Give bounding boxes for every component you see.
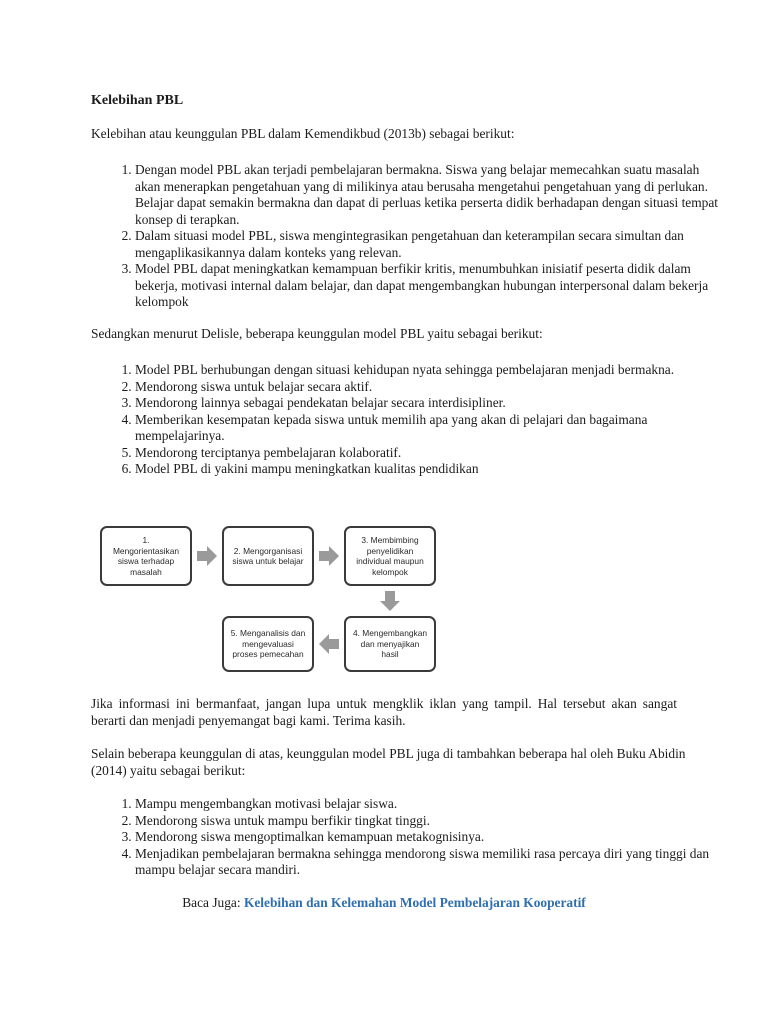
list-item: 6. Model PBL di yakini mampu meningkatkan kualitas pendidikan <box>135 461 725 478</box>
flow-step-5: 5. Menganalisis dan mengevaluasi proses pemecahan <box>222 616 314 672</box>
arrow-left-icon <box>318 633 340 655</box>
intro-paragraph-1: Kelebihan atau keunggulan PBL dalam Kemendikbud (2013b) sebagai berikut: <box>91 126 515 141</box>
flow-step-3: 3. Membimbing penyelidikan individual maupun kelompok <box>344 526 436 586</box>
advantages-list-abidin <box>91 796 725 879</box>
read-also <box>0 894 768 912</box>
advantages-list-delisle <box>91 362 725 478</box>
flow-step-4: 4. Mengembangkan dan menyajikan hasil <box>344 616 436 672</box>
list-item: 1. Mampu mengembangkan motivasi belajar siswa. <box>135 796 725 813</box>
list-item: 2. Mendorong siswa untuk belajar secara aktif. <box>135 379 725 396</box>
arrow-right-icon <box>196 545 218 567</box>
intro-paragraph-2: Sedangkan menurut Delisle, beberapa keunggulan model PBL yaitu sebagai berikut: <box>91 326 543 341</box>
list-item: 2. Mendorong siswa untuk mampu berfikir tingkat tinggi. <box>135 813 725 830</box>
arrow-right-icon <box>318 545 340 567</box>
ad-notice-paragraph: Jika informasi ini bermanfaat, jangan lupa untuk mengklik iklan yang tampil. Hal tersebut akan sangat berarti dan menjadi penyemangat bagi kami. Terima kasih. <box>91 696 677 728</box>
list-item: 3. Mendorong siswa mengoptimalkan kemampuan metakognisinya. <box>135 829 725 846</box>
list-item: 1. Dengan model PBL akan terjadi pembelajaran bermakna. Siswa yang belajar memecahkan suatu masalah akan menerapkan pengetahuan yang di milikinya atau berusaha mengetahui pengetahuan yang di perlukan. Belajar dapat semakin bermakna dan dapat di perluas ketika perserta didik berhadapan dengan situasi tempat konsep di terapkan. <box>135 162 725 228</box>
advantages-list-kemendikbud <box>91 162 725 311</box>
arrow-down-icon <box>379 590 401 612</box>
flow-step-2: 2. Mengorganisasi siswa untuk belajar <box>222 526 314 586</box>
intro-paragraph-3: Selain beberapa keunggulan di atas, keunggulan model PBL juga di tambahkan beberapa hal oleh Buku Abidin (2014) yaitu sebagai berikut: <box>91 746 686 778</box>
flow-step-1: 1. Mengorientasikan siswa terhadap masalah <box>100 526 192 586</box>
list-item: 4. Memberikan kesempatan kepada siswa untuk memilih apa yang akan di pelajari dan bagaimana mempelajarinya. <box>135 412 725 445</box>
list-item: 3. Model PBL dapat meningkatkan kemampuan berfikir kritis, menumbuhkan inisiatif peserta didik dalam bekerja, motivasi internal dalam belajar, dan dapat mengembangkan hubungan interpersonal dalam bekerja kelompok <box>135 261 725 311</box>
section-heading: Kelebihan PBL <box>91 93 184 108</box>
list-item: 5. Mendorong terciptanya pembelajaran kolaboratif. <box>135 445 725 462</box>
list-item: 2. Dalam situasi model PBL, siswa mengintegrasikan pengetahuan dan keterampilan secara simultan dan mengaplikasikannya dalam konteks yang relevan. <box>135 228 725 261</box>
list-item: 1. Model PBL berhubungan dengan situasi kehidupan nyata sehingga pembelajaran menjadi bermakna. <box>135 362 725 379</box>
read-also-prefix: Baca Juga: <box>182 895 244 910</box>
read-also-link[interactable]: Kelebihan dan Kelemahan Model Pembelajaran Kooperatif <box>243 895 586 910</box>
list-item: 3. Mendorong lainnya sebagai pendekatan belajar secara interdisipliner. <box>135 395 725 412</box>
list-item: 4. Menjadikan pembelajaran bermakna sehingga mendorong siswa memiliki rasa percaya diri yang tinggi dan mampu belajar secara mandiri. <box>135 846 725 879</box>
